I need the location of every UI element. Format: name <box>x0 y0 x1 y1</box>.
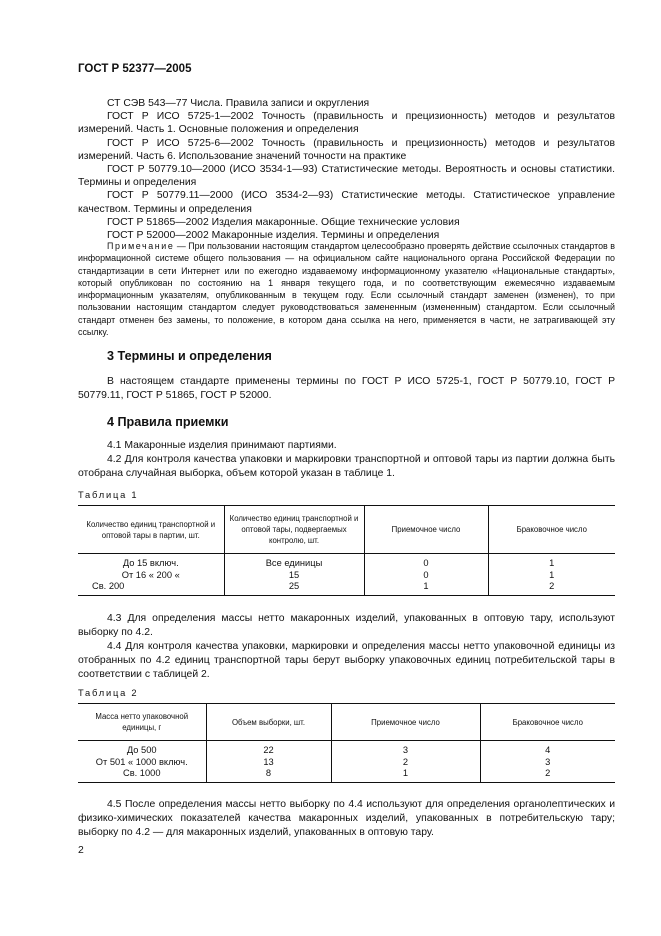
table-cell: 13 <box>206 757 331 769</box>
clauses-4-3-4-4 <box>78 612 615 682</box>
table-2-header-cell: Браковочное число <box>480 704 615 741</box>
table-cell: От 16 « 200 « <box>121 569 180 580</box>
note-text: — При пользовании настоящим стандартом целесообразно проверять действие ссылочных стандартов в информационной системе общего пользования — на официальном сайте национального органа Российской Федерации по стандартизации в сети Интернет или по ежегодно издаваемому информационному указателю «Национальные стандарты», который опубликован по состоянию на 1 января текущего года, и по соответствующим ежемесячно издаваемым информационным указателям, опубликованным в текущем году. Если ссылочный стандарт заменен (изменен), то при пользовании настоящим стандартом следует руководствоваться замененным (измененным) стандартом. Если ссылочный стандарт отменен без замены, то положение, в котором дана ссылка на него, применяется в части, не затрагивающей эту ссылку. <box>78 241 615 338</box>
table-1-header-cell: Количество единиц транспортной и оптовой тары, подвергаемых контролю, шт. <box>224 506 364 554</box>
table-1-caption: Таблица 1 <box>78 490 139 500</box>
table-cell: Св. 200 <box>78 581 224 595</box>
clause-4-5: 4.5 После определения массы нетто выборку по 4.4 используют для определения органолептических и физико-химических показателей качества макаронных изделий, упакованных в потребительскую тару; выборку по 4.2 — для макаронных изделий, упакованных в оптовую тару. <box>78 799 615 838</box>
table-cell: Все единицы <box>224 554 364 570</box>
table-cell: От 501 « 1000 включ. <box>95 756 188 767</box>
table-cell: 1 <box>488 570 615 582</box>
table-row <box>78 581 615 595</box>
clause-4-1: 4.1 Макаронные изделия принимают партиями. <box>107 440 337 451</box>
table-cell: 2 <box>488 581 615 595</box>
table-row <box>78 570 615 582</box>
table-2-header-cell: Масса нетто упаковочной единицы, г <box>78 704 206 741</box>
table-1-header-cell: Количество единиц транспортной и оптовой тары в партии, шт. <box>78 506 224 554</box>
section-3-body <box>78 375 615 403</box>
table-row <box>78 741 615 757</box>
table-2-header-cell: Приемочное число <box>331 704 480 741</box>
section-4-body <box>78 439 615 481</box>
table-row <box>78 554 615 570</box>
section-3-text: В настоящем стандарте применены термины по ГОСТ Р ИСО 5725-1, ГОСТ Р 50779.10, ГОСТ Р 50779.11, ГОСТ Р 51865, ГОСТ Р 52000. <box>78 376 615 401</box>
table-cell: До 500 <box>126 745 157 755</box>
table-cell: 2 <box>480 768 615 782</box>
table-1-header-cell: Приемочное число <box>364 506 488 554</box>
table-cell: 0 <box>364 554 488 570</box>
table-row <box>78 768 615 782</box>
table-cell: 2 <box>331 757 480 769</box>
table-1 <box>78 505 615 596</box>
table-cell: 1 <box>331 768 480 782</box>
section-4-title: 4 Правила приемки <box>107 415 229 429</box>
section-3-title: 3 Термины и определения <box>107 349 272 363</box>
clause-4-3: 4.3 Для определения массы нетто макаронных изделий, упакованных в оптовую тару, используют выборку по 4.2. <box>78 613 615 638</box>
clause-4-2: 4.2 Для контроля качества упаковки и маркировки транспортной и оптовой тары из партии должна быть отобрана случайная выборка, объем которой указан в таблице 1. <box>78 454 615 479</box>
table-cell: 8 <box>206 768 331 782</box>
table-cell: 15 <box>224 570 364 582</box>
reference-item: ГОСТ Р ИСО 5725-1—2002 Точность (правильность и прецизионность) методов и результатов измерений. Часть 1. Основные положения и определения <box>78 111 615 136</box>
reference-item: СТ СЭВ 543—77 Числа. Правила записи и округления <box>107 98 370 109</box>
table-2 <box>78 703 615 783</box>
page-number: 2 <box>78 845 84 856</box>
table-cell: 0 <box>364 570 488 582</box>
table-cell: 1 <box>364 581 488 595</box>
note-label: Примечание <box>107 241 175 251</box>
table-cell: 3 <box>480 757 615 769</box>
table-cell: Св. 1000 <box>78 768 206 782</box>
references-note <box>78 240 615 338</box>
reference-item: ГОСТ Р 51865—2002 Изделия макаронные. Общие технические условия <box>107 216 460 228</box>
reference-item: ГОСТ Р 52000—2002 Макаронные изделия. Термины и определения <box>107 230 440 242</box>
clause-4-5-block <box>78 798 615 840</box>
table-cell: 3 <box>331 741 480 757</box>
table-2-header-cell: Объем выборки, шт. <box>206 704 331 741</box>
table-cell: 25 <box>224 581 364 595</box>
table-cell: До 15 включ. <box>122 558 179 568</box>
table-cell: 4 <box>480 741 615 757</box>
table-1-header-cell: Браковочное число <box>488 506 615 554</box>
normative-references <box>78 97 615 242</box>
reference-item: ГОСТ Р 50779.10—2000 (ИСО 3534-1—93) Статистические методы. Вероятность и основы статистики. Термины и определения <box>78 164 615 189</box>
reference-item: ГОСТ Р 50779.11—2000 (ИСО 3534-2—93) Статистические методы. Статистическое управление качеством. Термины и определения <box>78 190 615 215</box>
table-cell: 1 <box>488 554 615 570</box>
document-header: ГОСТ Р 52377—2005 <box>78 63 192 75</box>
clause-4-4: 4.4 Для контроля качества упаковки, маркировки и определения массы нетто упаковочной единицы из отобранных по 4.2 единиц транспортной тары берут выборку упаковочных единиц потребительской тары в соответствии с таблицей 2. <box>78 641 615 680</box>
table-row <box>78 757 615 769</box>
reference-item: ГОСТ Р ИСО 5725-6—2002 Точность (правильность и прецизионность) методов и результатов измерений. Часть 6. Использование значений точности на практике <box>78 137 615 162</box>
table-2-caption: Таблица 2 <box>78 688 139 698</box>
table-cell: 22 <box>206 741 331 757</box>
